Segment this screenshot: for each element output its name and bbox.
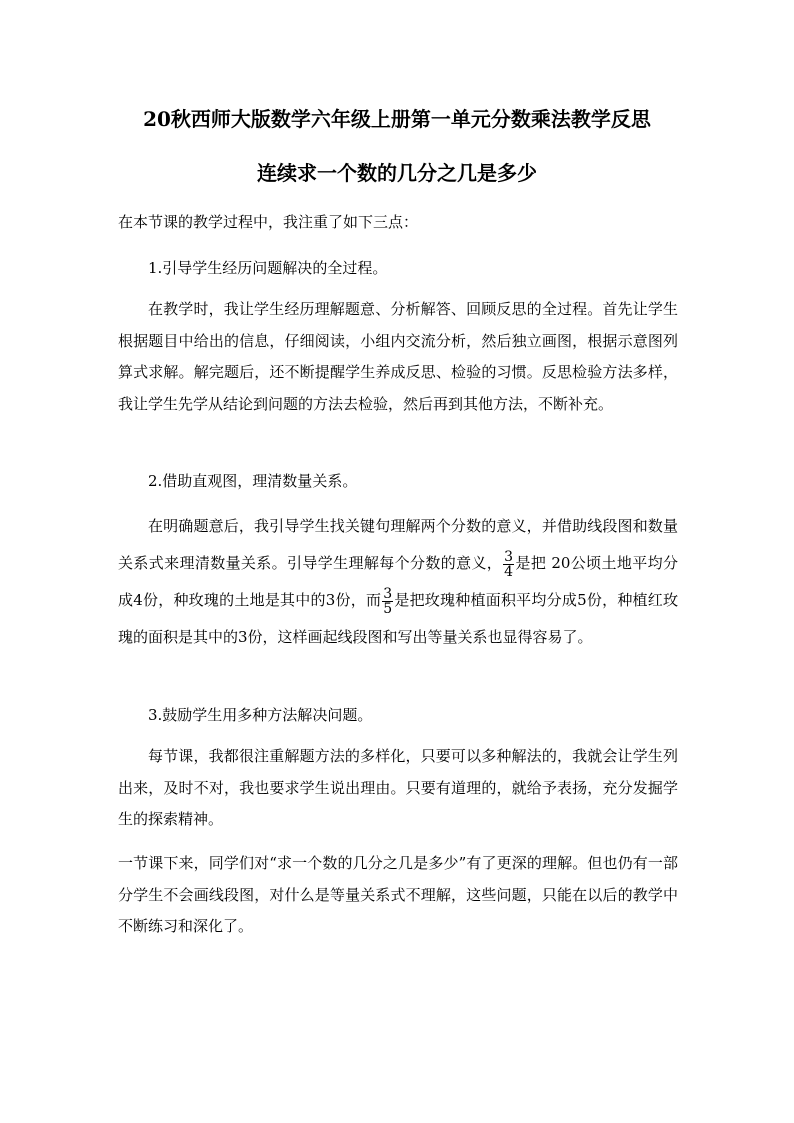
- fraction-three-quarters: [503, 550, 514, 579]
- point1-body: 在教学时，我让学生经历理解题意、分析解答、回顾反思的全过程。首先让学生根据题目中给出的信息，仔细阅读，小组内交流分析，然后独立画图，根据示意图列算式求解。解完题后，还不断提醒学生养成反思、检验的习惯。反思检验方法多样，我让学生先学从结论到问题的方法去检验，然后再到其他方法，不断补充。: [118, 300, 678, 413]
- point2-text-c: 是把玫瑰种植面积平均分成5份，种植红玫瑰的面积是其中的3份，这样画起线段图和写出等量关系也显得容易了。: [118, 591, 679, 646]
- point2-body: [118, 508, 678, 656]
- point2-text-b: 是把 20公顷土地平均分成4份，种玫瑰的土地是其中的3份，而: [118, 554, 678, 609]
- fraction-numerator: 3: [383, 585, 393, 602]
- point3-body: 每节课，我都很注重解题方法的多样化，只要可以多种解法的，我就会让学生列出来，及时不对，我也要求学生说出理由。只要有道理的，就给予表扬，充分发掘学生的探索精神。: [118, 747, 678, 828]
- point1-heading: 1.引导学生经历问题解决的全过程。: [148, 259, 388, 277]
- document-subtitle: 连续求一个数的几分之几是多少: [257, 161, 537, 185]
- fraction-numerator: 3: [504, 548, 514, 565]
- point3-heading: 3.鼓励学生用多种方法解决问题。: [148, 706, 373, 724]
- fraction-denominator: 4: [504, 563, 514, 580]
- fraction-denominator: 5: [383, 600, 393, 617]
- intro-paragraph: 在本节课的教学过程中，我注重了如下三点：: [118, 213, 419, 231]
- document-title: 20秋西师大版数学六年级上册第一单元分数乘法教学反思: [143, 107, 651, 131]
- point2-text-a: 在明确题意后，我引导学生找关键句理解两个分数的意义，并借助线段图和数量关系式来理清数量关系。引导学生理解每个分数的意义，: [118, 517, 678, 572]
- conclusion-paragraph: 一节课下来，同学们对“求一个数的几分之几是多少”有了更深的理解。但也仍有一部分学生不会画线段图，对什么是等量关系式不理解，这些问题，只能在以后的教学中不断练习和深化了。: [118, 854, 678, 935]
- fraction-three-fifths: [382, 587, 393, 616]
- point2-heading: 2.借助直观图，理清数量关系。: [148, 472, 358, 490]
